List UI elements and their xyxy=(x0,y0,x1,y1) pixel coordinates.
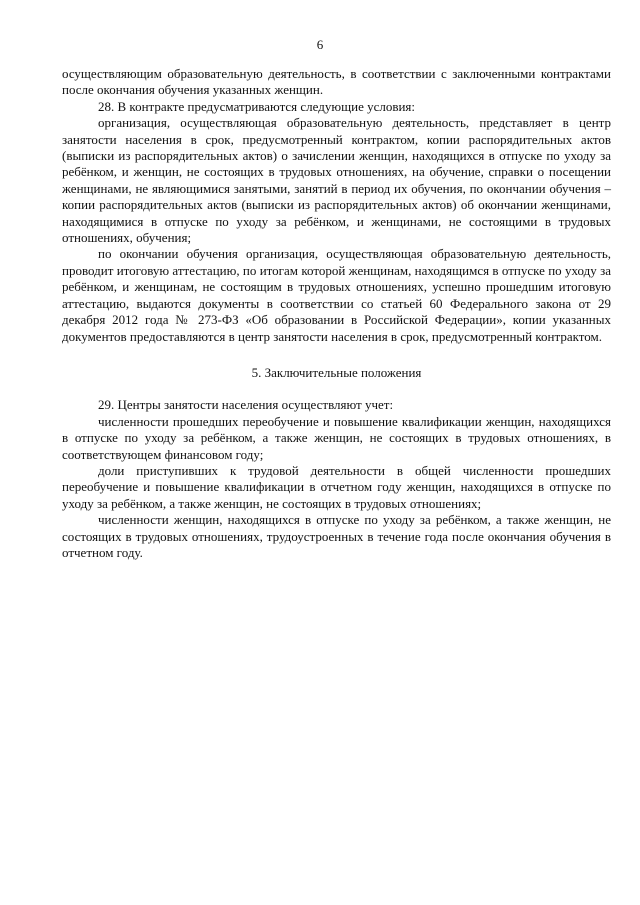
page-number: 6 xyxy=(316,37,324,52)
paragraph-contract-condition-2: по окончании обучения организация, осуществляющая образовательную деятельность, проводит итоговую аттестацию, по итогам которой женщинам, находящимся в отпуске по уходу за ребёнком, и женщинам, не состоящим в трудовых отношениях, успешно прошедшим итоговую аттестацию, выдаются документы в соответствии со статьей 60 Федерального закона от 29 декабря 2012 года № 273-ФЗ «Об образовании в Российской Федерации», копии указанных документов предоставляются в центр занятости населения в срок, предусмотренный контрактом. xyxy=(62,246,611,344)
paragraph-continuation: осуществляющим образовательную деятельность, в соответствии с заключенными контрактами после окончания обучения указанных женщин. xyxy=(62,66,611,98)
paragraph-accounting-item-2: доли приступивших к трудовой деятельности в общей численности прошедших переобучение и повышение квалификации в отчетном году женщин, находящихся в отпуске по уходу за ребёнком, а также женщин, не состоящих в трудовых отношениях; xyxy=(62,462,611,511)
paragraph-accounting-item-3: численности женщин, находящихся в отпуске по уходу за ребёнком, а также женщин, не состоящих в трудовых отношениях, трудоустроенных в течение года после окончания обучения в отчетном году. xyxy=(62,512,611,560)
paragraph-clause-28: 28. В контракте предусматриваются следующие условия: xyxy=(98,98,416,114)
document-body xyxy=(62,66,611,561)
paragraph-clause-29: 29. Центры занятости населения осуществляют учет: xyxy=(98,397,394,413)
section-heading: 5. Заключительные положения xyxy=(251,364,422,380)
paragraph-accounting-item-1: численности прошедших переобучение и повышение квалификации женщин, находящихся в отпуске по уходу за ребёнком, а также женщин, не состоящих в трудовых отношениях, в соответствующем финансовом году; xyxy=(62,413,611,462)
paragraph-contract-condition-1: организация, осуществляющая образовательную деятельность, представляет в центр занятости населения в срок, предусмотренный контрактом, копии распорядительных актов (выписки из распорядительных актов) о зачислении женщин, находящихся в отпуске по уходу за ребёнком, и женщин, не состоящих в трудовых отношениях, на обучение, справки о посещении женщинами, не являющимися занятыми, занятий в период их обучения, по окончании обучения – копии распорядительных актов (выписки из распорядительных актов) об окончании женщинами, находящимися в отпуске по уходу за ребёнком, и женщинами, не состоящими в трудовых отношениях, обучения; xyxy=(62,115,611,246)
